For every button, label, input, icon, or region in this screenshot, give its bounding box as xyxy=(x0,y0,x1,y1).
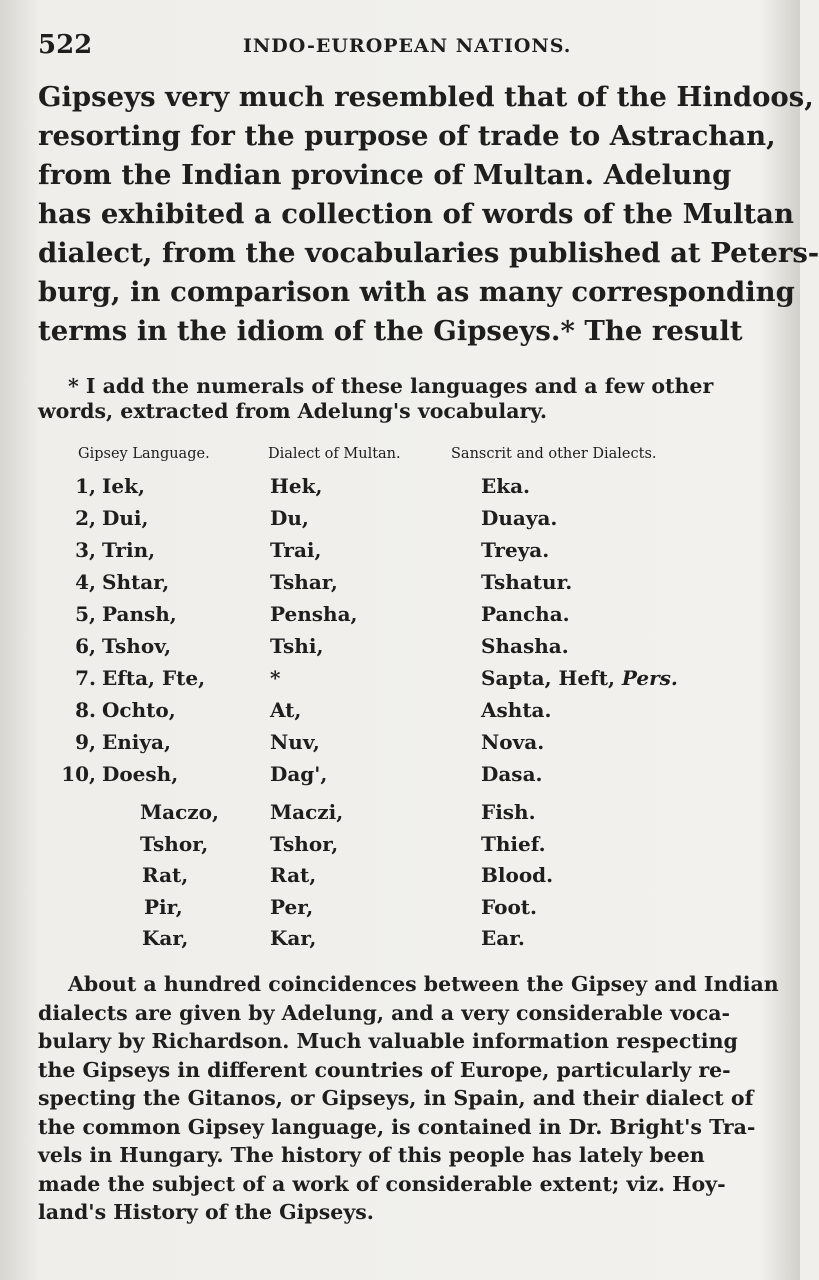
closing-paragraph xyxy=(38,970,779,1227)
footnote-line: * I add the numerals of these languages and a few other xyxy=(68,374,714,398)
text-line: bulary by Richardson. Much valuable information respecting xyxy=(38,1029,738,1053)
numeral-cell: 7. xyxy=(75,666,96,690)
header-dialect-of-multan: Dialect of Multan. xyxy=(268,446,401,462)
meaning-cell: Thief. xyxy=(481,831,546,856)
sanskrit-word-cell: Pancha. xyxy=(481,602,570,626)
multan-word-cell: Nuv, xyxy=(270,730,320,754)
numeral-cell: 6, xyxy=(75,634,96,658)
multan-word-cell: * xyxy=(270,666,281,690)
sanskrit-word-cell: Nova. xyxy=(481,730,545,754)
table-row xyxy=(38,566,700,598)
gipsey-word-cell: Efta, Fte, xyxy=(102,666,206,690)
multan-word-cell: Tshar, xyxy=(270,570,338,594)
meaning-cell: Blood. xyxy=(481,863,554,887)
numeral-cell: 3, xyxy=(75,538,96,562)
text-line: terms in the idiom of the Gipseys.* The result xyxy=(38,315,743,347)
multan-word-cell: Rat, xyxy=(270,863,317,887)
gipsey-word-cell: Maczo, xyxy=(140,800,219,824)
table-row xyxy=(38,798,700,830)
gipsey-word-cell: Shtar, xyxy=(102,570,170,594)
running-head: INDO-EUROPEAN NATIONS. xyxy=(243,35,572,57)
table-row xyxy=(38,502,700,534)
text-line: made the subject of a work of considerable extent; viz. Hoy- xyxy=(38,1171,726,1196)
table-row xyxy=(38,662,700,694)
text-line: the Gipseys in different countries of Europe, particularly re- xyxy=(38,1057,731,1082)
table-row xyxy=(38,630,700,662)
multan-word-cell: Maczi, xyxy=(270,800,344,824)
text-line: burg, in comparison with as many corresponding xyxy=(38,276,795,308)
meaning-cell: Foot. xyxy=(481,894,537,919)
multan-word-cell: Trai, xyxy=(270,538,322,562)
text-line: vels in Hungary. The history of this people has lately been xyxy=(38,1143,705,1167)
page-number: 522 xyxy=(38,30,93,60)
meaning-cell: Ear. xyxy=(481,926,525,950)
text-line: About a hundred coincidences between the Gipsey and Indian xyxy=(68,972,779,996)
table-row xyxy=(38,861,700,893)
text-line: land's History of the Gipseys. xyxy=(38,1200,374,1224)
table-spacer xyxy=(38,790,700,798)
text-line: Gipseys very much resembled that of the Hindoos, xyxy=(38,81,814,113)
numeral-cell: 9, xyxy=(75,730,96,754)
gipsey-word-cell: Tshor, xyxy=(140,831,209,856)
text-line: specting the Gitanos, or Gipseys, in Spain, and their dialect of xyxy=(38,1086,754,1110)
gipsey-word-cell: Tshov, xyxy=(102,634,172,658)
gipsey-word-cell: Doesh, xyxy=(102,762,179,786)
numeral-cell: 1, xyxy=(75,474,96,498)
sanskrit-word-cell: Treya. xyxy=(481,538,550,562)
gipsey-word-cell: Dui, xyxy=(102,506,149,530)
page-header xyxy=(38,30,760,64)
table-row xyxy=(38,598,700,630)
text-line: resorting for the purpose of trade to Astrachan, xyxy=(38,120,776,152)
header-gipsey-language: Gipsey Language. xyxy=(78,446,210,462)
table-row xyxy=(38,470,700,502)
main-paragraph xyxy=(38,78,819,351)
multan-word-cell: Tshi, xyxy=(270,634,324,658)
sanskrit-word-text: Sapta, Heft, xyxy=(481,666,615,690)
sanskrit-word-cell: Dasa. xyxy=(481,762,543,786)
text-line: from the Indian province of Multan. Adelung xyxy=(38,159,732,191)
sanskrit-word-cell: Tshatur. xyxy=(481,570,573,594)
footnote xyxy=(38,374,714,424)
table-row xyxy=(38,758,700,790)
multan-word-cell: Pensha, xyxy=(270,602,358,626)
table-header-row xyxy=(38,446,700,470)
text-line: dialects are given by Adelung, and a very considerable voca- xyxy=(38,1000,731,1025)
multan-word-cell: Dag', xyxy=(270,762,328,786)
sanskrit-word-cell: Eka. xyxy=(481,474,531,498)
sanskrit-word-cell: Shasha. xyxy=(481,634,569,658)
multan-word-cell: At, xyxy=(270,698,302,722)
gipsey-word-cell: Iek, xyxy=(102,474,145,498)
vocabulary-table xyxy=(38,446,700,956)
multan-word-cell: Tshor, xyxy=(270,831,339,856)
sanskrit-word-cell xyxy=(481,666,678,690)
gipsey-word-cell: Pansh, xyxy=(102,602,177,626)
table-row xyxy=(38,694,700,726)
footnote-line: words, extracted from Adelung's vocabulary. xyxy=(38,399,547,423)
multan-word-cell: Du, xyxy=(270,506,309,530)
numeral-cell: 8. xyxy=(75,698,96,722)
text-line: the common Gipsey language, is contained in Dr. Bright's Tra- xyxy=(38,1114,756,1139)
sanskrit-word-cell: Duaya. xyxy=(481,506,558,530)
table-row xyxy=(38,830,700,862)
gipsey-word-cell: Kar, xyxy=(142,926,189,950)
gipsey-word-cell: Rat, xyxy=(142,863,189,887)
table-row xyxy=(38,726,700,758)
multan-word-cell: Kar, xyxy=(270,926,317,950)
table-row xyxy=(38,924,700,956)
numeral-cell: 10, xyxy=(61,762,96,786)
language-note: Pers. xyxy=(621,666,678,690)
multan-word-cell: Hek, xyxy=(270,474,323,498)
sanskrit-word-cell: Ashta. xyxy=(481,698,552,722)
text-line: has exhibited a collection of words of the Multan xyxy=(38,198,794,230)
gipsey-word-cell: Eniya, xyxy=(102,730,171,754)
numeral-cell: 4, xyxy=(75,570,96,594)
table-row xyxy=(38,534,700,566)
gipsey-word-cell: Pir, xyxy=(144,894,183,919)
numeral-cell: 5, xyxy=(75,602,96,626)
table-row xyxy=(38,893,700,925)
multan-word-cell: Per, xyxy=(270,894,314,919)
gipsey-word-cell: Trin, xyxy=(102,538,156,562)
numeral-cell: 2, xyxy=(75,506,96,530)
header-sanscrit-dialects: Sanscrit and other Dialects. xyxy=(451,446,657,462)
gipsey-word-cell: Ochto, xyxy=(102,698,176,722)
meaning-cell: Fish. xyxy=(481,800,536,824)
text-line: dialect, from the vocabularies published at Peters- xyxy=(38,237,819,269)
